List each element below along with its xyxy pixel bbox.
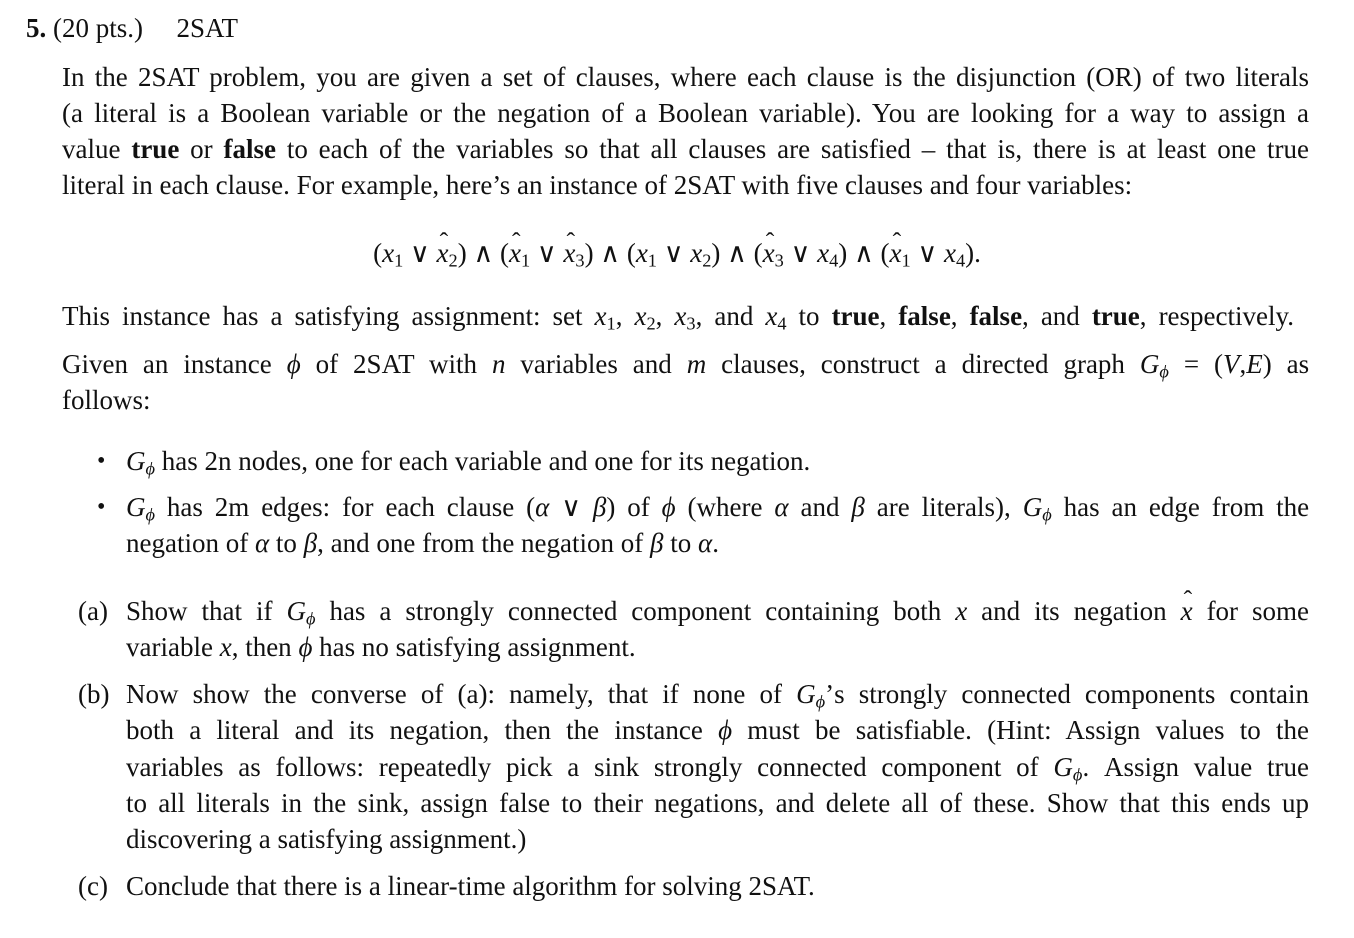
part-a-label: (a) bbox=[78, 596, 108, 626]
part-a-line-1: Show that if $G_\phi$ has a strongly connected component containing both x and its negation ˆ x for some bbox=[126, 593, 1309, 629]
intro-line-1: In the 2SAT problem, you are given a set of clauses, where each clause is the disjunction (OR) of two literals bbox=[62, 62, 1309, 92]
bullet-2-line-1: $G_\phi$ has 2m edges: for each clause (α ∨ β) of ϕ (where α and β are literals), $G_\phi$ has an edge from the bbox=[126, 492, 1310, 525]
construction-line-2: follows: bbox=[62, 385, 151, 415]
part-b-line-4: to all literals in the sink, assign false to their negations, and delete all of these. Show that this ends up bbox=[126, 788, 1309, 818]
problem-number: 5. bbox=[26, 13, 47, 43]
bullet-dot: • bbox=[97, 448, 106, 474]
part-c-text: Conclude that there is a linear-time algorithm for solving 2SAT. bbox=[126, 871, 815, 901]
part-b-line-2: both a literal and its negation, then the instance ϕ must be satisfiable. (Hint: Assign values to the bbox=[126, 715, 1309, 745]
problem-title: 2SAT bbox=[176, 13, 239, 43]
problem-heading bbox=[26, 10, 238, 46]
part-b-line-1: Now show the converse of (a): namely, that if none of $G_\phi’s$ strongly connected components contain bbox=[126, 679, 1309, 712]
bullet-dot: • bbox=[97, 494, 106, 520]
bullet-1: $G_\phi$ has 2n nodes, one for each variable and one for its negation. bbox=[126, 446, 811, 479]
part-b-line-3: variables as follows: repeatedly pick a sink strongly connected component of $G_\phi$. Assign value true bbox=[126, 752, 1310, 785]
part-b-label: (b) bbox=[78, 679, 110, 709]
construction-line-1: Given an instance ϕ of 2SAT with n variables and m clauses, construct a directed graph $G_\phi = (V,E)$ as bbox=[62, 349, 1310, 382]
intro-line-3: value true or false to each of the variables so that all clauses are satisfied – that is, there is at least one true bbox=[62, 134, 1310, 164]
true-keyword: true bbox=[131, 134, 180, 164]
intro-line-4: literal in each clause. For example, here’s an instance of 2SAT with five clauses and four variables: bbox=[62, 170, 1133, 200]
example-formula: ($x_1$ ∨ ˆ $x_2$) ∧ (ˆ $x_1$ ∨ ˆ $x_3$) ∧ ($x_1$ ∨ $x_2$) ∧ (ˆ $x_3$ ∨ $x_4$) ∧ (ˆ $x_1$ ∨ $x_4$). bbox=[0, 235, 1354, 271]
part-a-line-2: variable x, then ϕ has no satisfying assignment. bbox=[126, 632, 636, 662]
assignment-line: This instance has a satisfying assignment: set $x_1$, $x_2$, $x_3$, and $x_4$ to true, false, false, and true, respectively. bbox=[62, 301, 1294, 334]
false-keyword: false bbox=[223, 134, 276, 164]
part-c-label: (c) bbox=[78, 871, 108, 901]
problem-points: (20 pts.) bbox=[53, 13, 143, 43]
intro-line-2: (a literal is a Boolean variable or the negation of a Boolean variable). You are looking for a way to assign a bbox=[62, 98, 1309, 128]
part-b-line-5: discovering a satisfying assignment.) bbox=[126, 824, 527, 854]
bullet-2-line-2: negation of α to β, and one from the negation of β to α. bbox=[126, 528, 719, 558]
